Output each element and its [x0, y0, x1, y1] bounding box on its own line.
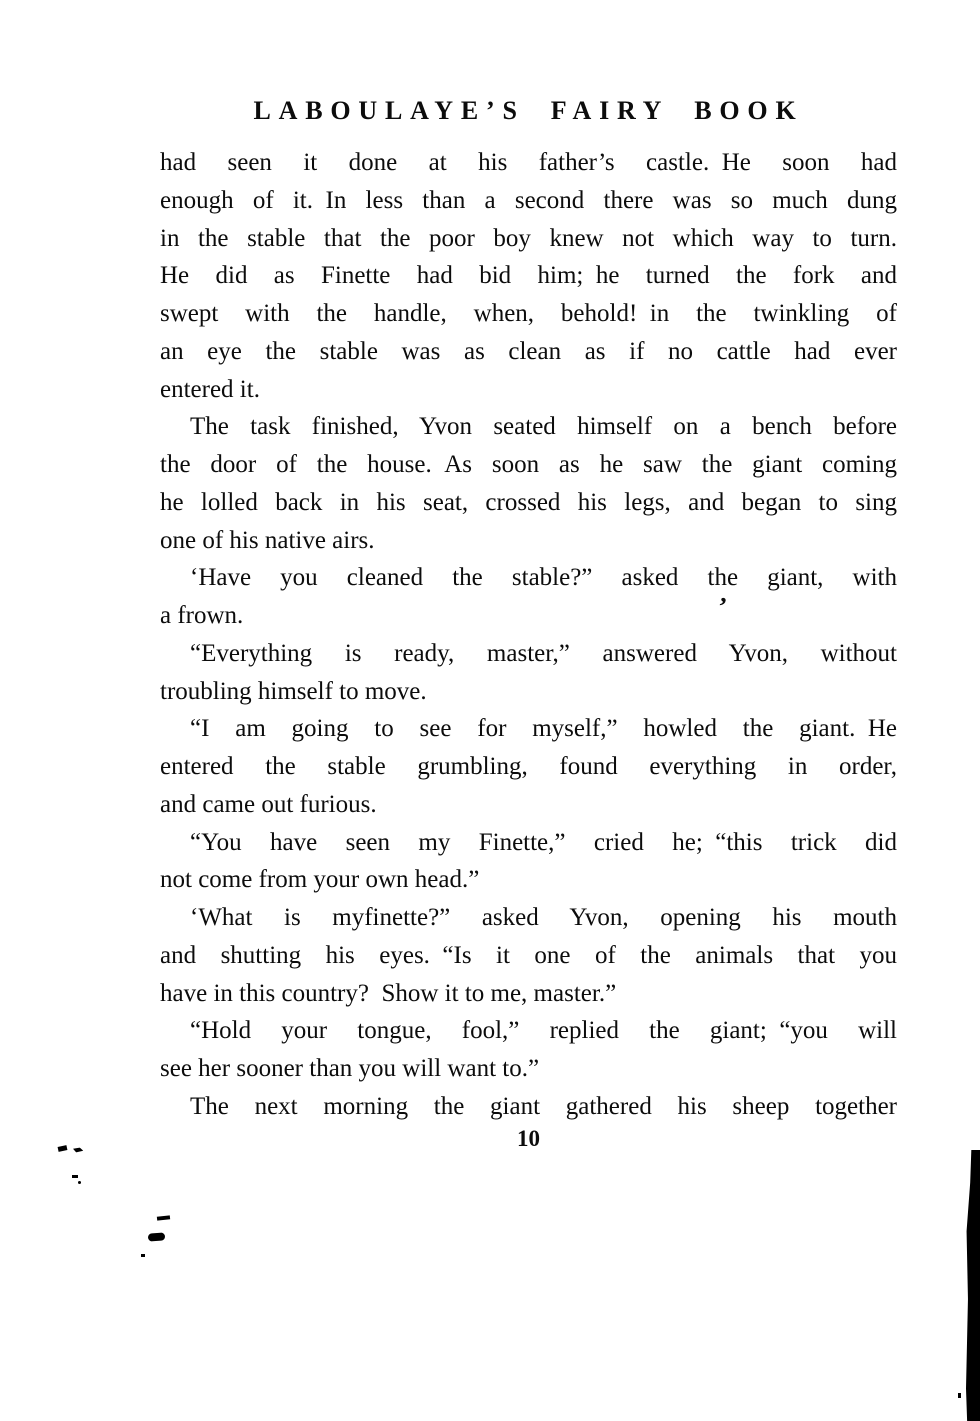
text-line: see her sooner than you will want to.”: [160, 1055, 540, 1082]
scan-artifact-speck: [141, 1254, 145, 1257]
text-line: he lolled back in his seat, crossed his legs, and began to sing: [160, 488, 897, 516]
text-line: swept with the handle, when, behold! in the twinkling of: [160, 300, 897, 327]
scan-artifact-speck: [58, 1145, 68, 1152]
text-line: The next morning the giant gathered his sheep together: [190, 1092, 897, 1120]
body-text-block: [160, 144, 897, 1126]
scan-artifact-tick: ’: [716, 591, 729, 622]
text-line: ‘Have you cleaned the stable?” asked the giant, with: [190, 564, 897, 592]
text-line: enough of it. In less than a second there was so much dung: [160, 186, 897, 214]
scan-edge-bar: [966, 1150, 980, 1421]
text-line: troubling himself to move.: [160, 677, 427, 705]
text-line: “You have seen my Finette,” cried he; “this trick did: [190, 828, 897, 856]
text-line: one of his native airs.: [160, 526, 375, 554]
text-line: an eye the stable was as clean as if no cattle had ever: [160, 337, 897, 365]
text-line: He did as Finette had bid him; he turned the fork and: [160, 262, 897, 290]
text-line: had seen it done at his father’s castle. He soon had: [160, 149, 897, 176]
scan-artifact-speck: [72, 1175, 78, 1178]
scan-artifact-speck: [958, 1393, 961, 1398]
text-line: ‘What is myfinette?” asked Yvon, opening his mouth: [190, 904, 897, 931]
text-line: “Hold your tongue, fool,” replied the giant; “you will: [190, 1017, 897, 1045]
scan-artifact-speck: [72, 1145, 84, 1155]
scan-artifact-speck: [78, 1181, 81, 1184]
text-line: entered the stable grumbling, found everything in order,: [160, 753, 897, 780]
text-line: and came out furious.: [160, 790, 377, 818]
text-line: entered it.: [160, 375, 260, 403]
text-line: “I am going to see for myself,” howled the giant. He: [190, 715, 897, 743]
page-number: 10: [517, 1126, 540, 1151]
text-line: the door of the house. As soon as he saw the giant coming: [160, 451, 897, 478]
text-line: “Everything is ready, master,” answered Yvon, without: [190, 639, 897, 667]
text-line: The task finished, Yvon seated himself on a bench before: [190, 413, 897, 441]
running-head-title: LABOULAYE’S FAIRY BOOK: [253, 96, 804, 125]
scan-artifact-speck: [148, 1232, 166, 1241]
text-line: and shutting his eyes. “Is it one of the animals that you: [160, 941, 897, 969]
text-line: a frown.: [160, 602, 244, 629]
scan-artifact-speck: [157, 1215, 170, 1220]
text-line: have in this country? Show it to me, master.”: [160, 979, 617, 1007]
text-line: not come from your own head.”: [160, 866, 480, 894]
text-line: in the stable that the poor boy knew not which way to turn.: [160, 224, 897, 252]
